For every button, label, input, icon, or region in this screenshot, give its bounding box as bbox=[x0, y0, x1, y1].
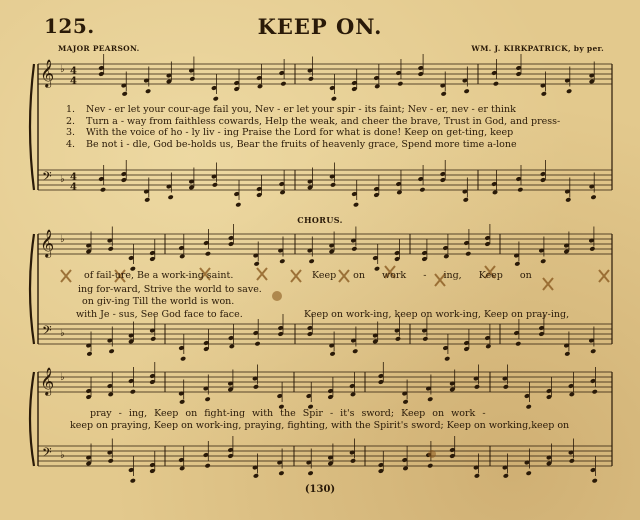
bass-clef-icon: 𝄢 bbox=[42, 323, 52, 341]
treble-note bbox=[254, 261, 260, 267]
handwritten-mark bbox=[291, 270, 301, 282]
verse-line-3: 3. With the voice of ho - ly liv - ing Praise the Lord for what is done! Keep on get-ting, keep bbox=[66, 127, 514, 139]
treble-note bbox=[205, 251, 211, 257]
verse-end-line-1: of fail-ure, Be a work-ing saint. bbox=[84, 270, 234, 281]
treble-note bbox=[465, 251, 471, 257]
handwritten-mark bbox=[543, 278, 553, 290]
treble-note bbox=[514, 261, 520, 267]
verse-end-line-4: with Je - sus, See God face to face. bbox=[76, 309, 243, 320]
bass-note bbox=[204, 463, 210, 469]
bass-note bbox=[144, 197, 150, 203]
bass-note bbox=[278, 470, 284, 476]
treble-note bbox=[351, 246, 357, 252]
ink-blot bbox=[272, 291, 282, 301]
treble-note bbox=[130, 389, 136, 395]
treble-note bbox=[179, 254, 185, 260]
bass-note bbox=[463, 197, 469, 203]
bass-note bbox=[86, 351, 92, 357]
bass-note bbox=[590, 194, 596, 200]
treble-note bbox=[279, 258, 285, 264]
system3-lower-lyric: keep on praying, Keep on work-ing, praying, fighting, with the Spirit's sword; Keep on working,keep on bbox=[70, 420, 570, 431]
bass-note bbox=[515, 341, 521, 347]
treble-note bbox=[526, 404, 532, 410]
bass-note bbox=[235, 202, 241, 208]
music-credit: WM. J. KIRKPATRICK, by per. bbox=[471, 44, 604, 53]
time-signature: 4 bbox=[70, 182, 77, 193]
treble-note bbox=[204, 396, 210, 402]
bass-note bbox=[168, 194, 174, 200]
bass-note bbox=[402, 466, 408, 472]
system-brace bbox=[30, 234, 34, 344]
bass-note bbox=[279, 190, 285, 196]
treble-note bbox=[569, 392, 575, 398]
bass-note bbox=[307, 470, 313, 476]
treble-note bbox=[540, 258, 546, 264]
treble-note bbox=[308, 258, 314, 264]
bass-note bbox=[212, 182, 218, 188]
bass-note bbox=[108, 348, 114, 354]
chorus-label: CHORUS. bbox=[297, 215, 343, 225]
bass-note bbox=[352, 348, 358, 354]
treble-note bbox=[397, 81, 403, 87]
bass-note bbox=[254, 341, 260, 347]
treble-note bbox=[331, 96, 337, 102]
hymn-number: 125. bbox=[44, 14, 95, 38]
treble-note bbox=[402, 399, 408, 405]
flat-icon: ♭ bbox=[60, 450, 65, 461]
treble-note bbox=[474, 384, 480, 390]
treble-note bbox=[108, 392, 114, 398]
bass-note bbox=[503, 473, 509, 479]
bass-clef-icon: 𝄢 bbox=[42, 445, 52, 463]
treble-note bbox=[441, 91, 447, 97]
bass-note bbox=[253, 473, 259, 479]
bass-note bbox=[565, 197, 571, 203]
bass-note bbox=[353, 202, 359, 208]
treble-note bbox=[308, 76, 314, 82]
treble-note bbox=[189, 76, 195, 82]
bass-note bbox=[569, 458, 575, 464]
treble-note bbox=[108, 246, 114, 252]
treble-note bbox=[566, 88, 572, 94]
bass-note bbox=[108, 458, 114, 464]
time-signature: 4 bbox=[70, 66, 77, 77]
verse-lyrics bbox=[66, 104, 560, 150]
treble-note bbox=[257, 84, 263, 90]
treble-note bbox=[253, 384, 259, 390]
verse-end-line-3: on giv-ing Till the world is won. bbox=[82, 296, 235, 307]
treble-note bbox=[122, 91, 128, 97]
treble-note bbox=[213, 96, 219, 102]
handwritten-mark bbox=[61, 270, 71, 282]
treble-note bbox=[464, 88, 470, 94]
handwritten-mark bbox=[599, 270, 609, 282]
treble-clef-icon: 𝄞 bbox=[40, 367, 55, 395]
bass-note bbox=[564, 351, 570, 357]
bass-note bbox=[130, 478, 136, 484]
flat-icon: ♭ bbox=[60, 174, 65, 185]
verse-line-4: 4. Be not i - dle, God be-holds us, Bear the fruits of heavenly grace, Spend more time a-lone bbox=[66, 138, 517, 150]
bass-note bbox=[180, 356, 186, 362]
treble-note bbox=[427, 396, 433, 402]
hymn-title: KEEP ON. bbox=[257, 14, 383, 39]
bass-note bbox=[395, 336, 401, 342]
time-signature: 4 bbox=[70, 76, 77, 87]
treble-note bbox=[350, 392, 356, 398]
bass-note bbox=[474, 473, 480, 479]
bass-note bbox=[179, 466, 185, 472]
bass-note bbox=[330, 182, 336, 188]
verse-end-line-2: ing for-ward, Strive the world to save. bbox=[78, 284, 262, 295]
system-brace bbox=[30, 372, 34, 466]
page-number: (130) bbox=[304, 484, 336, 495]
ink-blot bbox=[428, 450, 436, 458]
bass-note bbox=[419, 187, 425, 193]
treble-note bbox=[374, 84, 380, 90]
verse-line-2: 2. Turn a - way from faithless cowards, Help the weak, and cheer the brave, Trust in God, and press- bbox=[66, 115, 561, 127]
words-credit: MAJOR PEARSON. bbox=[58, 44, 140, 53]
treble-note bbox=[179, 399, 185, 405]
flat-icon: ♭ bbox=[60, 234, 65, 245]
bass-note bbox=[329, 351, 335, 357]
bass-clef-icon: 𝄢 bbox=[42, 169, 52, 187]
system-brace bbox=[30, 64, 34, 190]
treble-note bbox=[541, 91, 547, 97]
handwritten-mark bbox=[257, 268, 267, 280]
bass-note bbox=[350, 458, 356, 464]
bass-note bbox=[150, 336, 156, 342]
bass-note bbox=[422, 336, 428, 342]
bass-note bbox=[590, 348, 596, 354]
bass-note bbox=[444, 356, 450, 362]
bass-note bbox=[427, 463, 433, 469]
treble-note bbox=[589, 246, 595, 252]
treble-clef-icon: 𝄞 bbox=[40, 229, 55, 257]
treble-note bbox=[443, 254, 449, 260]
treble-note bbox=[503, 384, 509, 390]
bass-note bbox=[396, 190, 402, 196]
time-signature: 4 bbox=[70, 172, 77, 183]
chorus-upper-lyric: Keep on work - ing, Keep on bbox=[312, 270, 532, 281]
flat-icon: ♭ bbox=[60, 328, 65, 339]
bass-note bbox=[485, 344, 491, 350]
bass-note bbox=[100, 187, 106, 193]
treble-note bbox=[592, 389, 598, 395]
bass-note bbox=[526, 470, 532, 476]
bass-note bbox=[517, 187, 523, 193]
flat-icon: ♭ bbox=[60, 64, 65, 75]
treble-note bbox=[280, 81, 286, 87]
bass-note bbox=[492, 190, 498, 196]
treble-clef-icon: 𝄞 bbox=[40, 59, 55, 87]
treble-note bbox=[145, 88, 151, 94]
chorus-lower-lyric: Keep on work-ing, keep on work-ing, Keep on pray-ing, bbox=[304, 309, 570, 320]
treble-note bbox=[493, 81, 499, 87]
bass-note bbox=[592, 478, 598, 484]
verse-line-1: 1. Nev - er let your cour-age fail you, Nev - er let your spir - its faint; Nev - er, nev - er think bbox=[66, 104, 516, 115]
system3-upper-lyric: pray - ing, Keep on fight-ing with the Spir - it's sword; Keep on work - bbox=[90, 408, 486, 419]
flat-icon: ♭ bbox=[60, 372, 65, 383]
bass-note bbox=[229, 344, 235, 350]
